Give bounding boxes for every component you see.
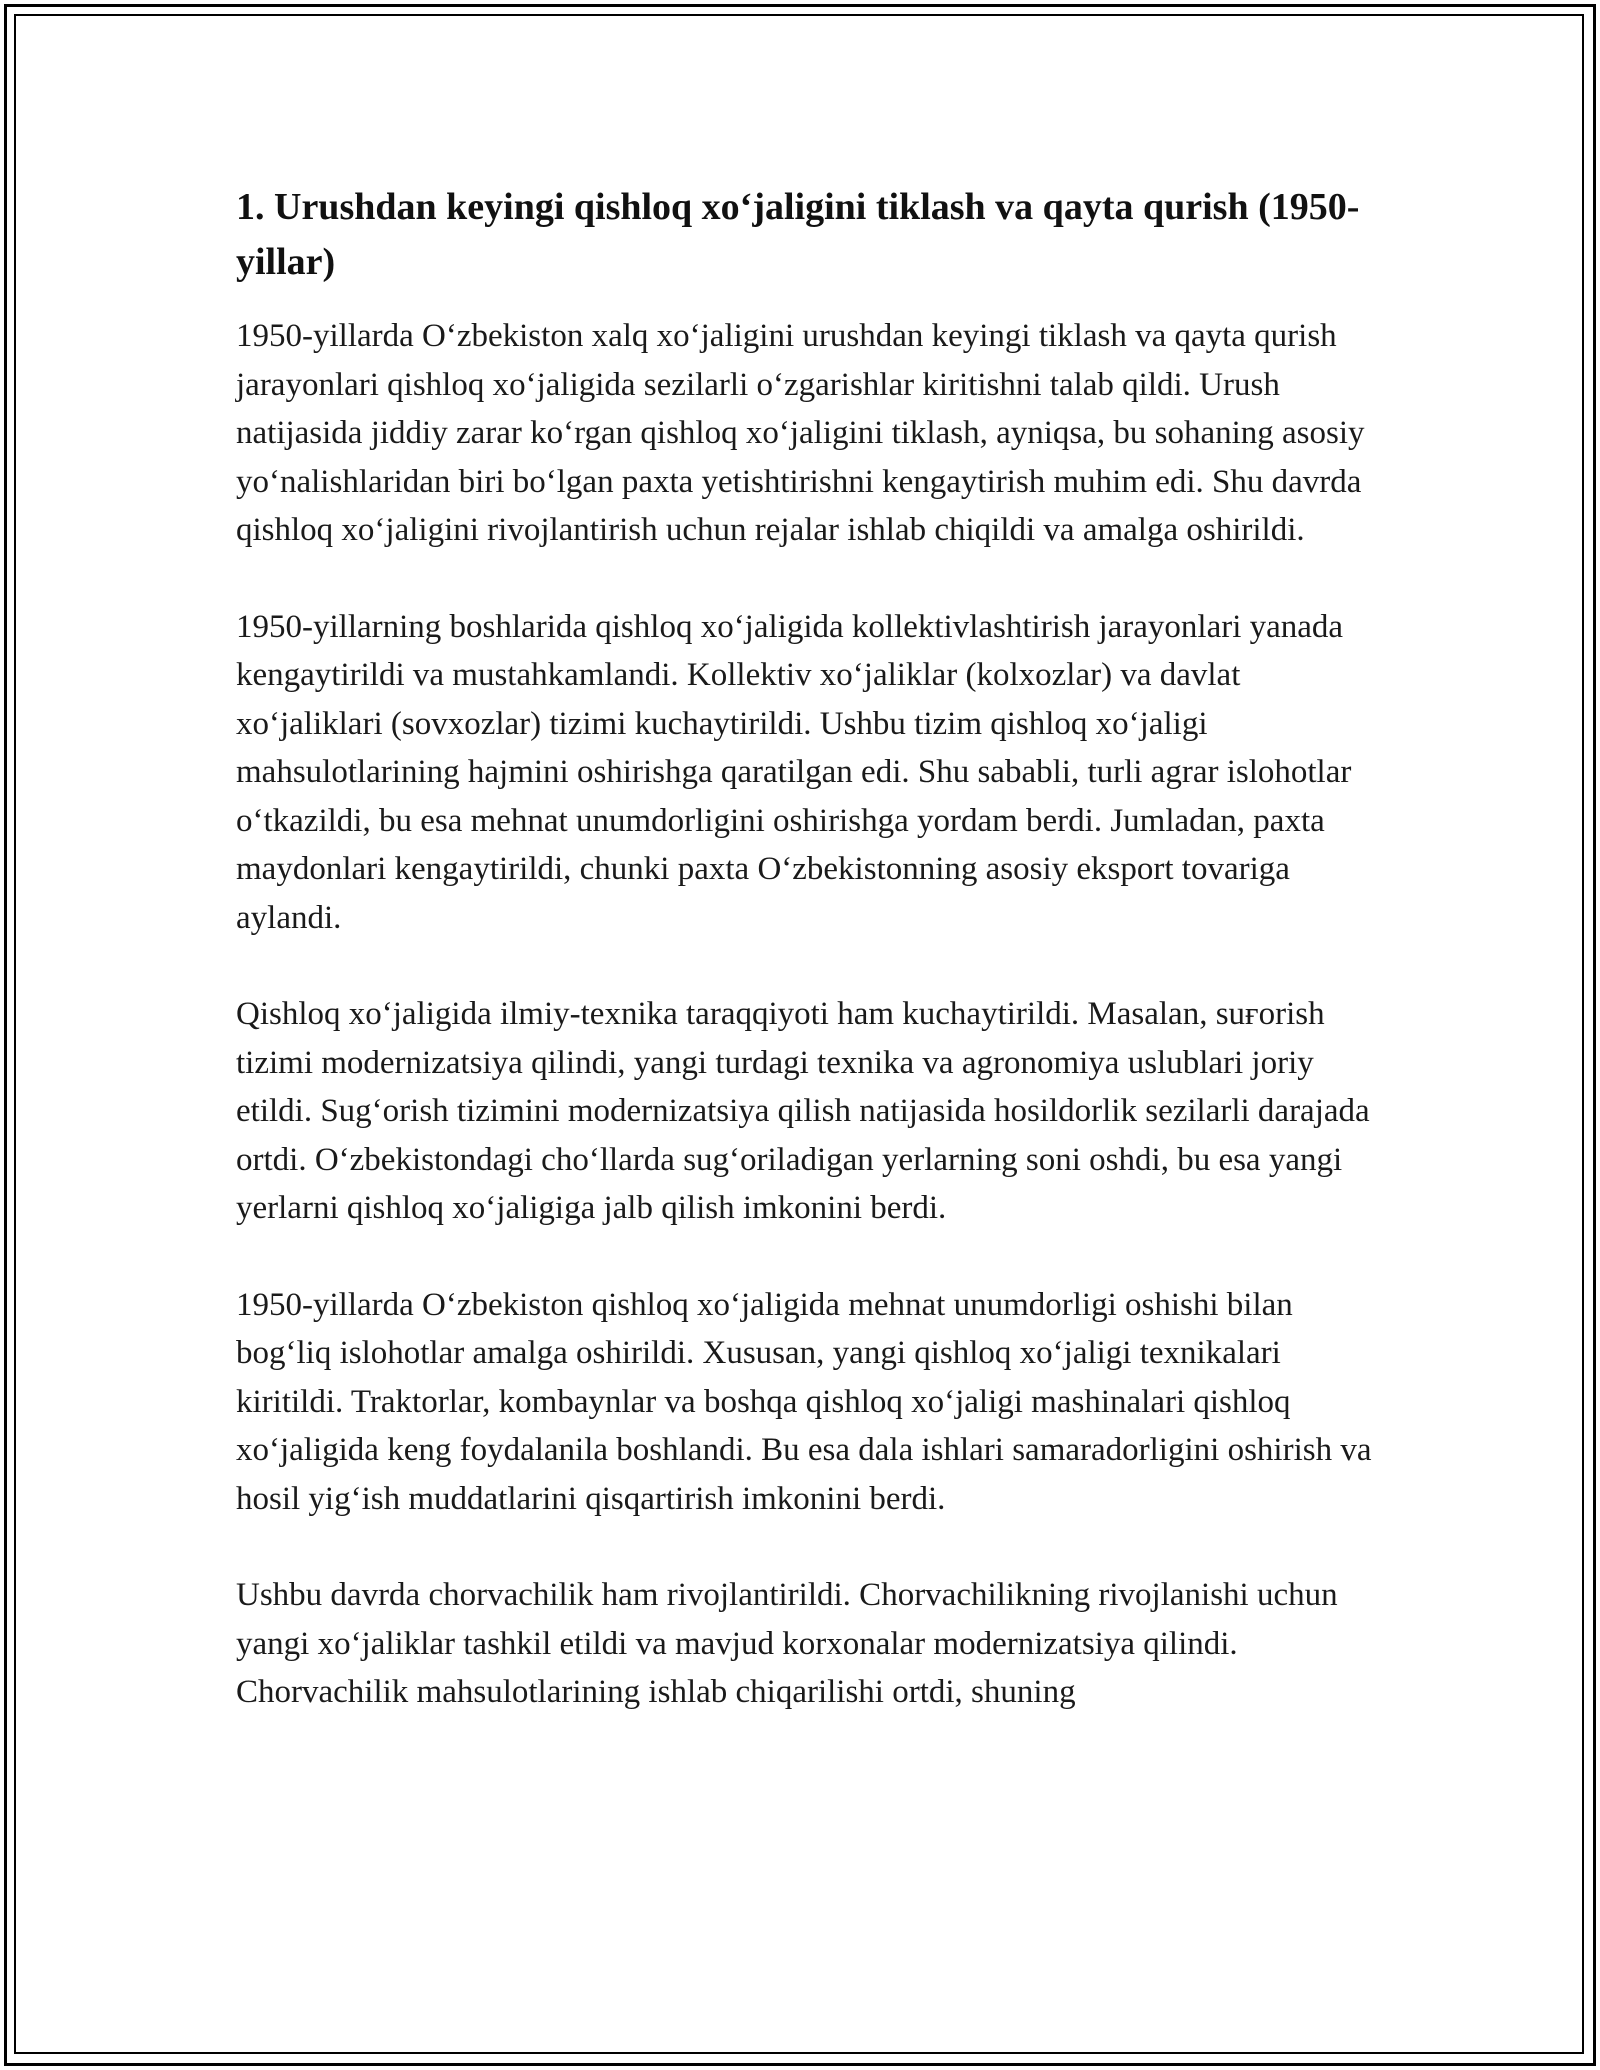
- paragraph-5: Ushbu davrda chorvachilik ham rivojlantirildi. Chorvachilikning rivojlanishi uchun yangi xo‘jaliklar tashkil etildi va mavjud korxonalar modernizatsiya qilindi. Chorvachilik mahsulotlarining ishlab chiqarilishi ortdi, shuning: [236, 1577, 1338, 1710]
- document-body: [236, 180, 1386, 1765]
- paragraph-2: 1950-yillarning boshlarida qishloq xo‘jaligida kollektivlashtirish jarayonlari yanada kengaytirildi va mustahkamlandi. Kollektiv xo‘jaliklar (kolxozlar) va davlat xo‘jaliklari (sovxozlar) tizimi kuchaytirildi. Ushbu tizim qishloq xo‘jaligi mahsulotlarining hajmini oshirishga qaratilgan edi. Shu sababli, turli agrar islohotlar o‘tkazildi, bu esa mehnat unumdorligini oshirishga yordam berdi. Jumladan, paxta maydonlari kengaytirildi, chunki paxta O‘zbekistonning asosiy eksport tovariga aylandi.: [236, 608, 1352, 936]
- paragraph-1: 1950-yillarda O‘zbekiston xalq xo‘jaligini urushdan keyingi tiklash va qayta qurish jarayonlari qishloq xo‘jaligida sezilarli o‘zgarishlar kiritishni talab qildi. Urush natijasida jiddiy zarar ko‘rgan qishloq xo‘jaligini tiklash, ayniqsa, bu sohaning asosiy yo‘nalishlaridan biri bo‘lgan paxta yetishtirishni kengaytirish muhim edi. Shu davrda qishloq xo‘jaligini rivojlantirish uchun rejalar ishlab chiqildi va amalga oshirildi.: [236, 318, 1365, 548]
- section-heading: 1. Urushdan keyingi qishloq xo‘jaligini tiklash va qayta qurish (1950-yillar): [236, 186, 1360, 283]
- paragraph-3: Qishloq xo‘jaligida ilmiy-texnika taraqqiyoti ham kuchaytirildi. Masalan, suғorish tizimi modernizatsiya qilindi, yangi turdagi texnika va agronomiya uslublari joriy etildi. Sug‘orish tizimini modernizatsiya qilish natijasida hosildorlik sezilarli darajada ortdi. O‘zbekistondagi cho‘llarda sug‘oriladigan yerlarning soni oshdi, bu esa yangi yerlarni qishloq xo‘jaligiga jalb qilish imkonini berdi.: [236, 996, 1370, 1226]
- paragraph-4: 1950-yillarda O‘zbekiston qishloq xo‘jaligida mehnat unumdorligi oshishi bilan bog‘liq islohotlar amalga oshirildi. Xususan, yangi qishloq xo‘jaligi texnikalari kiritildi. Traktorlar, kombaynlar va boshqa qishloq xo‘jaligi mashinalari qishloq xo‘jaligida keng foydalanila boshlandi. Bu esa dala ishlari samaradorligini oshirish va hosil yig‘ish muddatlarini qisqartirish imkonini berdi.: [236, 1286, 1372, 1517]
